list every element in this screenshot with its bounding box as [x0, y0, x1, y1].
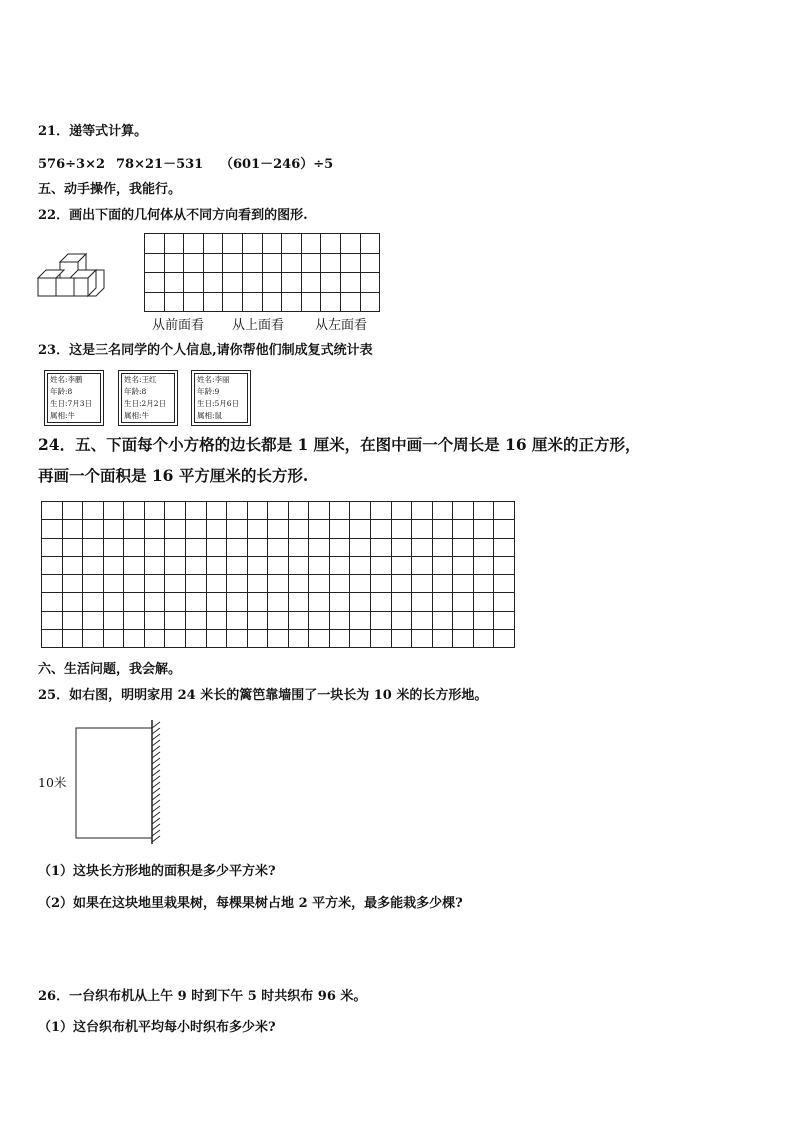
grid-cell[interactable] [227, 630, 248, 648]
card-birthday: 生日:5月6日 [197, 399, 240, 408]
grid-cell[interactable] [104, 630, 125, 648]
grid-cell[interactable] [341, 254, 361, 274]
grid-cell[interactable] [289, 593, 310, 611]
grid-cell[interactable] [83, 520, 104, 538]
grid-cell[interactable] [124, 502, 145, 520]
card-name: 姓名:李鹏 [50, 375, 83, 384]
grid-cell[interactable] [350, 593, 371, 611]
grid-cell[interactable] [243, 273, 263, 293]
grid-cell[interactable] [248, 593, 269, 611]
grid-cell[interactable] [330, 520, 351, 538]
grid-cell[interactable] [227, 557, 248, 575]
grid-cell[interactable] [350, 575, 371, 593]
grid-cell[interactable] [227, 612, 248, 630]
grid-cell[interactable] [392, 502, 413, 520]
grid-cell[interactable] [42, 502, 63, 520]
grid-cell[interactable] [165, 612, 186, 630]
grid-cell[interactable] [145, 612, 166, 630]
grid-cell[interactable] [165, 234, 185, 254]
grid-cell[interactable] [412, 575, 433, 593]
grid-cell[interactable] [282, 273, 302, 293]
grid-cell[interactable] [309, 593, 330, 611]
grid-cell[interactable] [453, 539, 474, 557]
grid-cell[interactable] [186, 575, 207, 593]
grid-cell[interactable] [145, 539, 166, 557]
grid-cell[interactable] [42, 593, 63, 611]
grid-cell[interactable] [474, 612, 495, 630]
grid-cell[interactable] [124, 593, 145, 611]
grid-cell[interactable] [186, 502, 207, 520]
grid-cell[interactable] [83, 502, 104, 520]
grid-cell[interactable] [145, 557, 166, 575]
q21-expression-1: 576÷3×2 [38, 157, 106, 172]
grid-cell[interactable] [412, 502, 433, 520]
grid-cell[interactable] [204, 234, 224, 254]
grid-cell[interactable] [361, 273, 381, 293]
fence-rectangle-figure [72, 718, 168, 846]
grid-cell[interactable] [474, 520, 495, 538]
card-zodiac: 属相:鼠 [197, 411, 223, 420]
grid-cell[interactable] [309, 612, 330, 630]
grid-cell[interactable] [63, 520, 84, 538]
grid-cell[interactable] [371, 539, 392, 557]
grid-cell[interactable] [145, 254, 165, 274]
grid-cell[interactable] [341, 273, 361, 293]
grid-cell[interactable] [165, 520, 186, 538]
grid-cell[interactable] [330, 612, 351, 630]
grid-cell[interactable] [268, 593, 289, 611]
grid-cell[interactable] [227, 575, 248, 593]
grid-cell[interactable] [371, 575, 392, 593]
grid-cell[interactable] [361, 254, 381, 274]
grid-cell[interactable] [165, 557, 186, 575]
q21-expression-2: 78×21－531 [116, 157, 204, 172]
grid-cell[interactable] [186, 593, 207, 611]
grid-cell[interactable] [392, 557, 413, 575]
grid-cell[interactable] [289, 557, 310, 575]
grid-cell[interactable] [453, 630, 474, 648]
grid-cell[interactable] [184, 234, 204, 254]
grid-cell[interactable] [83, 612, 104, 630]
grid-cell[interactable] [494, 575, 515, 593]
grid-cell[interactable] [243, 254, 263, 274]
card-age: 年龄:8 [124, 387, 147, 396]
grid-cell[interactable] [207, 539, 228, 557]
grid-cell[interactable] [268, 502, 289, 520]
grid-cell[interactable] [207, 630, 228, 648]
grid-cell[interactable] [321, 293, 341, 313]
grid-cell[interactable] [350, 520, 371, 538]
grid-cell[interactable] [63, 539, 84, 557]
grid-cell[interactable] [433, 575, 454, 593]
grid-cell[interactable] [412, 520, 433, 538]
grid-cell[interactable] [412, 593, 433, 611]
view-label-top: 从上面看 [232, 318, 285, 333]
grid-cell[interactable] [204, 254, 224, 274]
grid-cell[interactable] [392, 539, 413, 557]
card-zodiac: 属相:牛 [124, 411, 150, 420]
grid-cell[interactable] [243, 293, 263, 313]
grid-cell[interactable] [494, 502, 515, 520]
grid-cell[interactable] [263, 254, 283, 274]
grid-cell[interactable] [341, 234, 361, 254]
card-zodiac: 属相:牛 [50, 411, 76, 420]
grid-cell[interactable] [165, 273, 185, 293]
grid-cell[interactable] [350, 612, 371, 630]
q24-line-2: 再画一个面积是 16 平方厘米的长方形. [38, 466, 309, 485]
grid-cell[interactable] [321, 234, 341, 254]
grid-cell[interactable] [330, 575, 351, 593]
grid-cell[interactable] [42, 575, 63, 593]
grid-cell[interactable] [227, 539, 248, 557]
grid-cell[interactable] [289, 539, 310, 557]
grid-cell[interactable] [453, 575, 474, 593]
grid-cell[interactable] [268, 539, 289, 557]
grid-cell[interactable] [104, 612, 125, 630]
grid-cell[interactable] [184, 273, 204, 293]
grid-cell[interactable] [330, 557, 351, 575]
grid-cell[interactable] [248, 520, 269, 538]
grid-cell[interactable] [282, 234, 302, 254]
grid-cell[interactable] [145, 273, 165, 293]
grid-cell[interactable] [184, 293, 204, 313]
grid-cell[interactable] [494, 630, 515, 648]
grid-cell[interactable] [350, 502, 371, 520]
grid-cell[interactable] [124, 520, 145, 538]
grid-cell[interactable] [412, 539, 433, 557]
grid-cell[interactable] [186, 630, 207, 648]
grid-cell[interactable] [361, 293, 381, 313]
q25-subquestion-1: （1）这块长方形地的面积是多少平方米? [38, 864, 276, 879]
grid-cell[interactable] [124, 539, 145, 557]
grid-cell[interactable] [248, 630, 269, 648]
card-name: 姓名:王红 [124, 375, 157, 384]
grid-cell[interactable] [63, 557, 84, 575]
grid-cell[interactable] [124, 575, 145, 593]
q25-title: 25．如右图，明明家用 24 米长的篱笆靠墙围了一块长为 10 米的长方形地。 [38, 688, 488, 703]
grid-cell[interactable] [371, 630, 392, 648]
grid-cell[interactable] [309, 539, 330, 557]
grid-cell[interactable] [42, 557, 63, 575]
grid-cell[interactable] [223, 254, 243, 274]
grid-cell[interactable] [433, 520, 454, 538]
grid-cell[interactable] [412, 612, 433, 630]
grid-cell[interactable] [309, 557, 330, 575]
grid-cell[interactable] [371, 612, 392, 630]
grid-cell[interactable] [184, 254, 204, 274]
grid-cell[interactable] [302, 234, 322, 254]
grid-cell[interactable] [494, 557, 515, 575]
grid-cell[interactable] [453, 612, 474, 630]
grid-cell[interactable] [289, 502, 310, 520]
grid-cell[interactable] [433, 539, 454, 557]
card-name: 姓名:李丽 [197, 375, 230, 384]
grid-cell[interactable] [83, 630, 104, 648]
grid-cell[interactable] [433, 612, 454, 630]
grid-cell[interactable] [42, 539, 63, 557]
grid-cell[interactable] [330, 593, 351, 611]
grid-cell[interactable] [453, 557, 474, 575]
grid-cell[interactable] [268, 557, 289, 575]
q22-title: 22．画出下面的几何体从不同方向看到的图形. [38, 208, 308, 223]
grid-cell[interactable] [145, 293, 165, 313]
grid-cell[interactable] [263, 273, 283, 293]
grid-cell[interactable] [227, 520, 248, 538]
grid-cell[interactable] [165, 593, 186, 611]
grid-cell[interactable] [165, 630, 186, 648]
grid-cell[interactable] [350, 557, 371, 575]
grid-cell[interactable] [453, 520, 474, 538]
grid-cell[interactable] [186, 520, 207, 538]
grid-cell[interactable] [104, 520, 125, 538]
grid-cell[interactable] [433, 593, 454, 611]
grid-cell[interactable] [223, 293, 243, 313]
grid-cell[interactable] [145, 575, 166, 593]
grid-cell[interactable] [63, 630, 84, 648]
grid-cell[interactable] [453, 593, 474, 611]
grid-cell[interactable] [63, 575, 84, 593]
q24-line-1: 24．五、下面每个小方格的边长都是 1 厘米，在图中画一个周长是 16 厘米的正方形， [38, 435, 641, 454]
grid-cell[interactable] [371, 557, 392, 575]
grid-cell[interactable] [392, 575, 413, 593]
info-card [118, 370, 178, 426]
grid-cell[interactable] [474, 630, 495, 648]
grid-cell[interactable] [186, 557, 207, 575]
grid-cell[interactable] [289, 520, 310, 538]
grid-cell[interactable] [207, 593, 228, 611]
grid-cell[interactable] [341, 293, 361, 313]
grid-cell[interactable] [289, 612, 310, 630]
grid-cell[interactable] [433, 630, 454, 648]
grid-cell[interactable] [207, 520, 228, 538]
grid-cell[interactable] [433, 502, 454, 520]
grid-cell[interactable] [83, 575, 104, 593]
grid-cell[interactable] [63, 612, 84, 630]
grid-cell[interactable] [268, 612, 289, 630]
grid-cell[interactable] [207, 557, 228, 575]
grid-cell[interactable] [474, 539, 495, 557]
grid-cell[interactable] [104, 593, 125, 611]
grid-cell[interactable] [42, 630, 63, 648]
grid-cell[interactable] [494, 520, 515, 538]
grid-cell[interactable] [186, 539, 207, 557]
grid-cell[interactable] [204, 293, 224, 313]
q26-subquestion-1: （1）这台织布机平均每小时织布多少米? [38, 1020, 276, 1035]
grid-cell[interactable] [350, 630, 371, 648]
grid-cell[interactable] [124, 612, 145, 630]
grid-cell[interactable] [207, 502, 228, 520]
grid-cell[interactable] [83, 557, 104, 575]
grid-cell[interactable] [248, 612, 269, 630]
grid-cell[interactable] [165, 539, 186, 557]
grid-cell[interactable] [104, 575, 125, 593]
grid-cell[interactable] [392, 612, 413, 630]
grid-cell[interactable] [63, 502, 84, 520]
grid-cell[interactable] [330, 630, 351, 648]
q26-title: 26．一台织布机从上午 9 时到下午 5 时共织布 96 米。 [38, 989, 367, 1004]
card-age: 年龄:9 [197, 387, 220, 396]
grid-cell[interactable] [474, 593, 495, 611]
grid-cell[interactable] [145, 234, 165, 254]
view-label-front: 从前面看 [152, 318, 205, 333]
grid-cell[interactable] [248, 502, 269, 520]
grid-cell[interactable] [124, 557, 145, 575]
section5-title: 五、动手操作，我能行。 [38, 182, 182, 197]
grid-cell[interactable] [330, 539, 351, 557]
grid-cell[interactable] [268, 630, 289, 648]
grid-cell[interactable] [165, 293, 185, 313]
grid-cell[interactable] [186, 612, 207, 630]
grid-cell[interactable] [412, 630, 433, 648]
section6-title: 六、生活问题，我会解。 [38, 662, 182, 677]
q21-title: 21．递等式计算。 [38, 124, 148, 139]
q22-drawing-grid[interactable] [144, 233, 380, 312]
grid-cell[interactable] [330, 502, 351, 520]
card-birthday: 生日:2月2日 [124, 399, 167, 408]
grid-cell[interactable] [392, 630, 413, 648]
card-birthday: 生日:7月3日 [50, 399, 93, 408]
grid-cell[interactable] [350, 539, 371, 557]
grid-cell[interactable] [207, 575, 228, 593]
grid-cell[interactable] [289, 630, 310, 648]
grid-cell[interactable] [361, 234, 381, 254]
grid-cell[interactable] [104, 557, 125, 575]
grid-cell[interactable] [227, 593, 248, 611]
grid-cell[interactable] [309, 575, 330, 593]
grid-cell[interactable] [263, 234, 283, 254]
grid-cell[interactable] [204, 273, 224, 293]
grid-cell[interactable] [309, 630, 330, 648]
q21-expression-3: （601－246）÷5 [220, 157, 334, 172]
grid-cell[interactable] [371, 502, 392, 520]
grid-cell[interactable] [289, 575, 310, 593]
grid-cell[interactable] [282, 254, 302, 274]
grid-cell[interactable] [248, 557, 269, 575]
grid-cell[interactable] [433, 557, 454, 575]
grid-cell[interactable] [248, 539, 269, 557]
grid-cell[interactable] [248, 575, 269, 593]
grid-cell[interactable] [165, 575, 186, 593]
grid-cell[interactable] [302, 254, 322, 274]
grid-cell[interactable] [371, 520, 392, 538]
card-age: 年龄:8 [50, 387, 73, 396]
q24-drawing-grid[interactable] [41, 501, 515, 648]
grid-cell[interactable] [63, 593, 84, 611]
grid-cell[interactable] [302, 293, 322, 313]
grid-cell[interactable] [223, 273, 243, 293]
view-label-left: 从左面看 [315, 318, 368, 333]
grid-cell[interactable] [494, 539, 515, 557]
grid-cell[interactable] [302, 273, 322, 293]
cube-stack-figure [36, 252, 108, 300]
grid-cell[interactable] [494, 593, 515, 611]
grid-cell[interactable] [474, 575, 495, 593]
grid-cell[interactable] [392, 593, 413, 611]
grid-cell[interactable] [263, 293, 283, 313]
grid-cell[interactable] [282, 293, 302, 313]
grid-cell[interactable] [145, 520, 166, 538]
grid-cell[interactable] [321, 273, 341, 293]
grid-cell[interactable] [227, 502, 248, 520]
grid-cell[interactable] [321, 254, 341, 274]
grid-cell[interactable] [412, 557, 433, 575]
grid-cell[interactable] [207, 612, 228, 630]
grid-cell[interactable] [243, 234, 263, 254]
grid-cell[interactable] [83, 593, 104, 611]
grid-cell[interactable] [104, 502, 125, 520]
grid-cell[interactable] [165, 502, 186, 520]
grid-cell[interactable] [145, 630, 166, 648]
grid-cell[interactable] [453, 502, 474, 520]
info-card [191, 370, 251, 426]
grid-cell[interactable] [124, 630, 145, 648]
q25-subquestion-2: （2）如果在这块地里栽果树，每棵果树占地 2 平方米，最多能栽多少棵? [38, 896, 463, 911]
grid-cell[interactable] [309, 502, 330, 520]
grid-cell[interactable] [371, 593, 392, 611]
q23-title: 23．这是三名同学的个人信息,请你帮他们制成复式统计表 [38, 343, 373, 358]
grid-cell[interactable] [309, 520, 330, 538]
grid-cell[interactable] [474, 502, 495, 520]
grid-cell[interactable] [145, 593, 166, 611]
grid-cell[interactable] [392, 520, 413, 538]
grid-cell[interactable] [474, 557, 495, 575]
grid-cell[interactable] [42, 520, 63, 538]
grid-cell[interactable] [42, 612, 63, 630]
grid-cell[interactable] [223, 234, 243, 254]
grid-cell[interactable] [268, 520, 289, 538]
grid-cell[interactable] [165, 254, 185, 274]
grid-cell[interactable] [494, 612, 515, 630]
grid-cell[interactable] [145, 502, 166, 520]
info-card [44, 370, 104, 426]
side-length-label: 10米 [38, 775, 67, 790]
grid-cell[interactable] [104, 539, 125, 557]
grid-cell[interactable] [83, 539, 104, 557]
grid-cell[interactable] [268, 575, 289, 593]
